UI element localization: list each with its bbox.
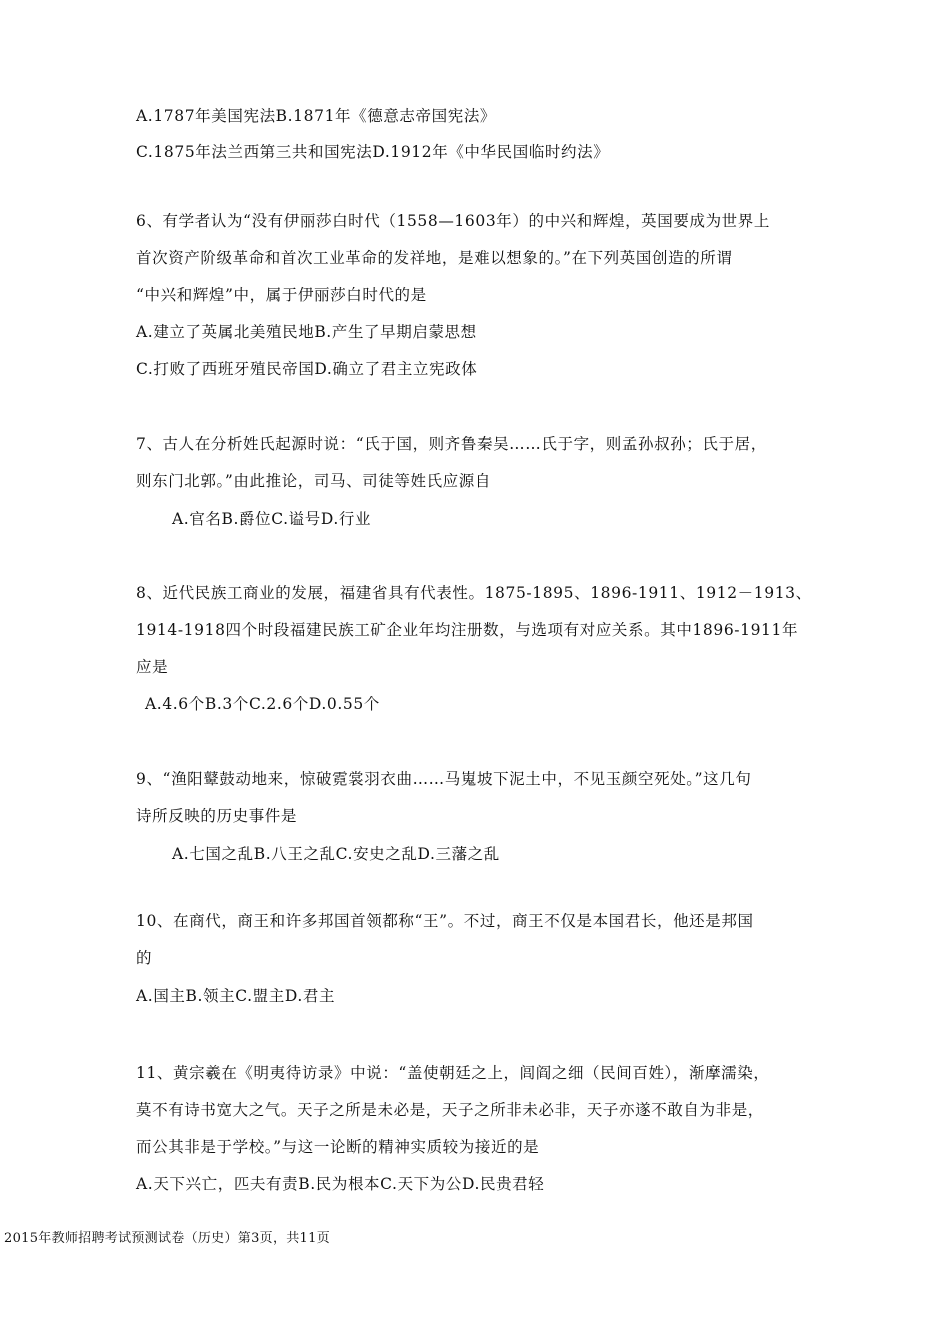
question-11-stem-line: 而公其非是于学校。”与这一论断的精神实质较为接近的是 bbox=[136, 1138, 540, 1156]
question-11-option-line: A.天下兴亡，匹夫有责B.民为根本C.天下为公D.民贵君轻 bbox=[136, 1175, 545, 1193]
prev-question-option-line: A.1787年美国宪法B.1871年《德意志帝国宪法》 bbox=[136, 107, 497, 125]
question-8-stem-line: 1914-1918四个时段福建民族工矿企业年均注册数，与选项有对应关系。其中1896-1911年 bbox=[136, 621, 799, 639]
question-9-stem-line: 9、“渔阳鼙鼓动地来，惊破霓裳羽衣曲……马嵬坡下泥土中，不见玉颜空死处。”这几句 bbox=[136, 770, 752, 788]
question-6-stem-line: 6、有学者认为“没有伊丽莎白时代（1558—1603年）的中兴和辉煌，英国要成为世界上 bbox=[136, 212, 770, 230]
question-10-stem-line: 的 bbox=[136, 949, 153, 967]
page-footer: 2015年教师招聘考试预测试卷（历史）第3页，共11页 bbox=[4, 1231, 330, 1246]
prev-question-option-line: C.1875年法兰西第三共和国宪法D.1912年《中华民国临时约法》 bbox=[136, 143, 610, 161]
question-6-option-line: C.打败了西班牙殖民帝国D.确立了君主立宪政体 bbox=[136, 360, 478, 378]
question-11-stem-line: 莫不有诗书宽大之气。天子之所是未必是，天子之所非未必非，天子亦遂不敢自为非是， bbox=[136, 1101, 764, 1119]
question-8-stem-line: 8、近代民族工商业的发展，福建省具有代表性。1875-1895、1896-1911、1912－1913、 bbox=[136, 584, 812, 602]
question-6-option-line: A.建立了英属北美殖民地B.产生了早期启蒙思想 bbox=[136, 323, 477, 341]
question-9-option-line: A.七国之乱B.八王之乱C.安史之乱D.三藩之乱 bbox=[172, 845, 500, 863]
question-7-option-line: A.官名B.爵位C.谥号D.行业 bbox=[172, 510, 372, 528]
question-6-stem-line: “中兴和辉煌”中，属于伊丽莎白时代的是 bbox=[136, 286, 427, 304]
question-11-stem-line: 11、黄宗羲在《明夷待访录》中说：“盖使朝廷之上，闾阎之细（民间百姓），渐摩濡染， bbox=[136, 1064, 770, 1082]
question-8-option-line: A.4.6个B.3个C.2.6个D.0.55个 bbox=[145, 695, 380, 713]
question-10-stem-line: 10、在商代，商王和许多邦国首领都称“王”。不过，商王不仅是本国君长，他还是邦国 bbox=[136, 912, 754, 930]
question-8-stem-line: 应是 bbox=[136, 658, 169, 676]
question-7-stem-line: 则东门北郭。”由此推论，司马、司徒等姓氏应源自 bbox=[136, 472, 491, 490]
question-9-stem-line: 诗所反映的历史事件是 bbox=[136, 807, 298, 825]
question-10-option-line: A.国主B.领主C.盟主D.君主 bbox=[136, 987, 336, 1005]
question-6-stem-line: 首次资产阶级革命和首次工业革命的发祥地，是难以想象的。”在下列英国创造的所谓 bbox=[136, 249, 733, 267]
question-7-stem-line: 7、古人在分析姓氏起源时说：“氏于国，则齐鲁秦吴……氏于字，则孟孙叔孙；氏于居， bbox=[136, 435, 767, 453]
